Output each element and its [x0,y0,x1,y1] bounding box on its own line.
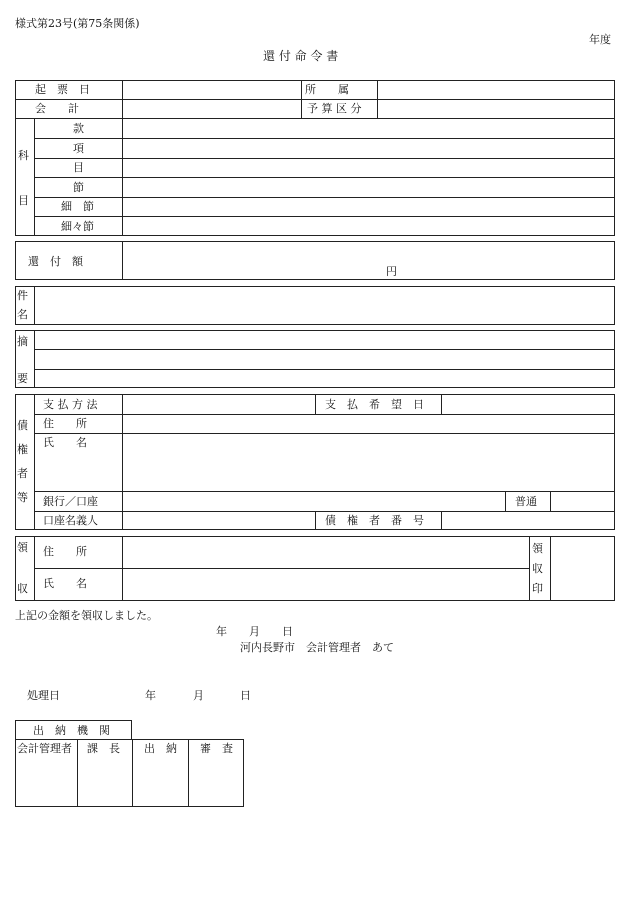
category-row-saisaisetsu: 細々節 [61,220,94,233]
fiscal-year-label: 年度 [589,33,611,46]
payment-date-label: 支 払 希 望 日 [325,398,424,411]
receipt-name-label: 氏 名 [43,577,87,590]
approval-title: 出 納 機 関 [33,724,110,737]
refund-amount-block [15,241,615,280]
creditor-side-1: 債 [17,419,28,432]
account-label: 会 計 [35,102,79,115]
receipt-label-bottom: 収 [17,582,28,595]
approval-col-cashier: 出 納 [144,742,177,755]
processing-date-label: 処理日 [27,689,60,702]
category-row-moku: 目 [73,161,84,174]
receipt-label-top: 領 [17,541,28,554]
seal-label-1: 領 [532,542,543,555]
category-row-kou: 項 [73,142,84,155]
refund-amount-label: 還 付 額 [28,255,83,268]
category-label-bottom: 目 [18,194,29,207]
account-type: 普通 [515,495,537,508]
subject-block [15,286,615,325]
category-label-top: 科 [18,149,29,162]
creditor-number-label: 債 権 者 番 号 [325,514,424,527]
summary-block [15,330,615,388]
summary-label-top: 摘 [17,335,28,348]
addressee: 河内長野市 会計管理者 あて [240,641,394,654]
seal-label-3: 印 [532,582,543,595]
account-holder-label: 口座名義人 [43,514,98,527]
form-number: 様式第23号(第75条関係) [15,17,140,30]
subject-label-bottom: 名 [17,308,28,321]
summary-label-bottom: 要 [17,372,28,385]
approval-col-review: 審 査 [200,742,233,755]
approval-col-section-chief: 課 長 [87,742,120,755]
creditor-side-2: 権 [17,443,28,456]
creditor-address-label: 住 所 [43,417,87,430]
processing-year: 年 [145,689,156,702]
processing-month: 月 [193,689,204,702]
receipt-date-line: 年 月 日 [216,625,293,638]
affiliation-label: 所 属 [305,83,349,96]
bank-account-label: 銀行／口座 [43,495,98,508]
received-statement: 上記の金額を領収しました。 [15,609,158,622]
payment-method-label: 支 払 方 法 [43,398,98,411]
receipt-address-label: 住 所 [43,545,87,558]
yen-label: 円 [386,265,397,278]
processing-day: 日 [240,689,251,702]
subject-label-top: 件 [17,289,28,302]
category-row-saisetsu: 細 節 [61,200,94,213]
approval-col-treasurer: 会計管理者 [17,742,72,755]
category-row-setsu: 節 [73,181,84,194]
budget-label: 予 算 区 分 [307,102,362,115]
creditor-side-3: 者 [17,467,28,480]
creditor-name-label: 氏 名 [43,436,87,449]
seal-label-2: 収 [532,562,543,575]
creditor-side-4: 等 [17,491,28,504]
form-title: 還 付 命 令 書 [263,49,339,63]
date-label: 起 票 日 [35,83,90,96]
category-row-kan: 款 [73,122,84,135]
